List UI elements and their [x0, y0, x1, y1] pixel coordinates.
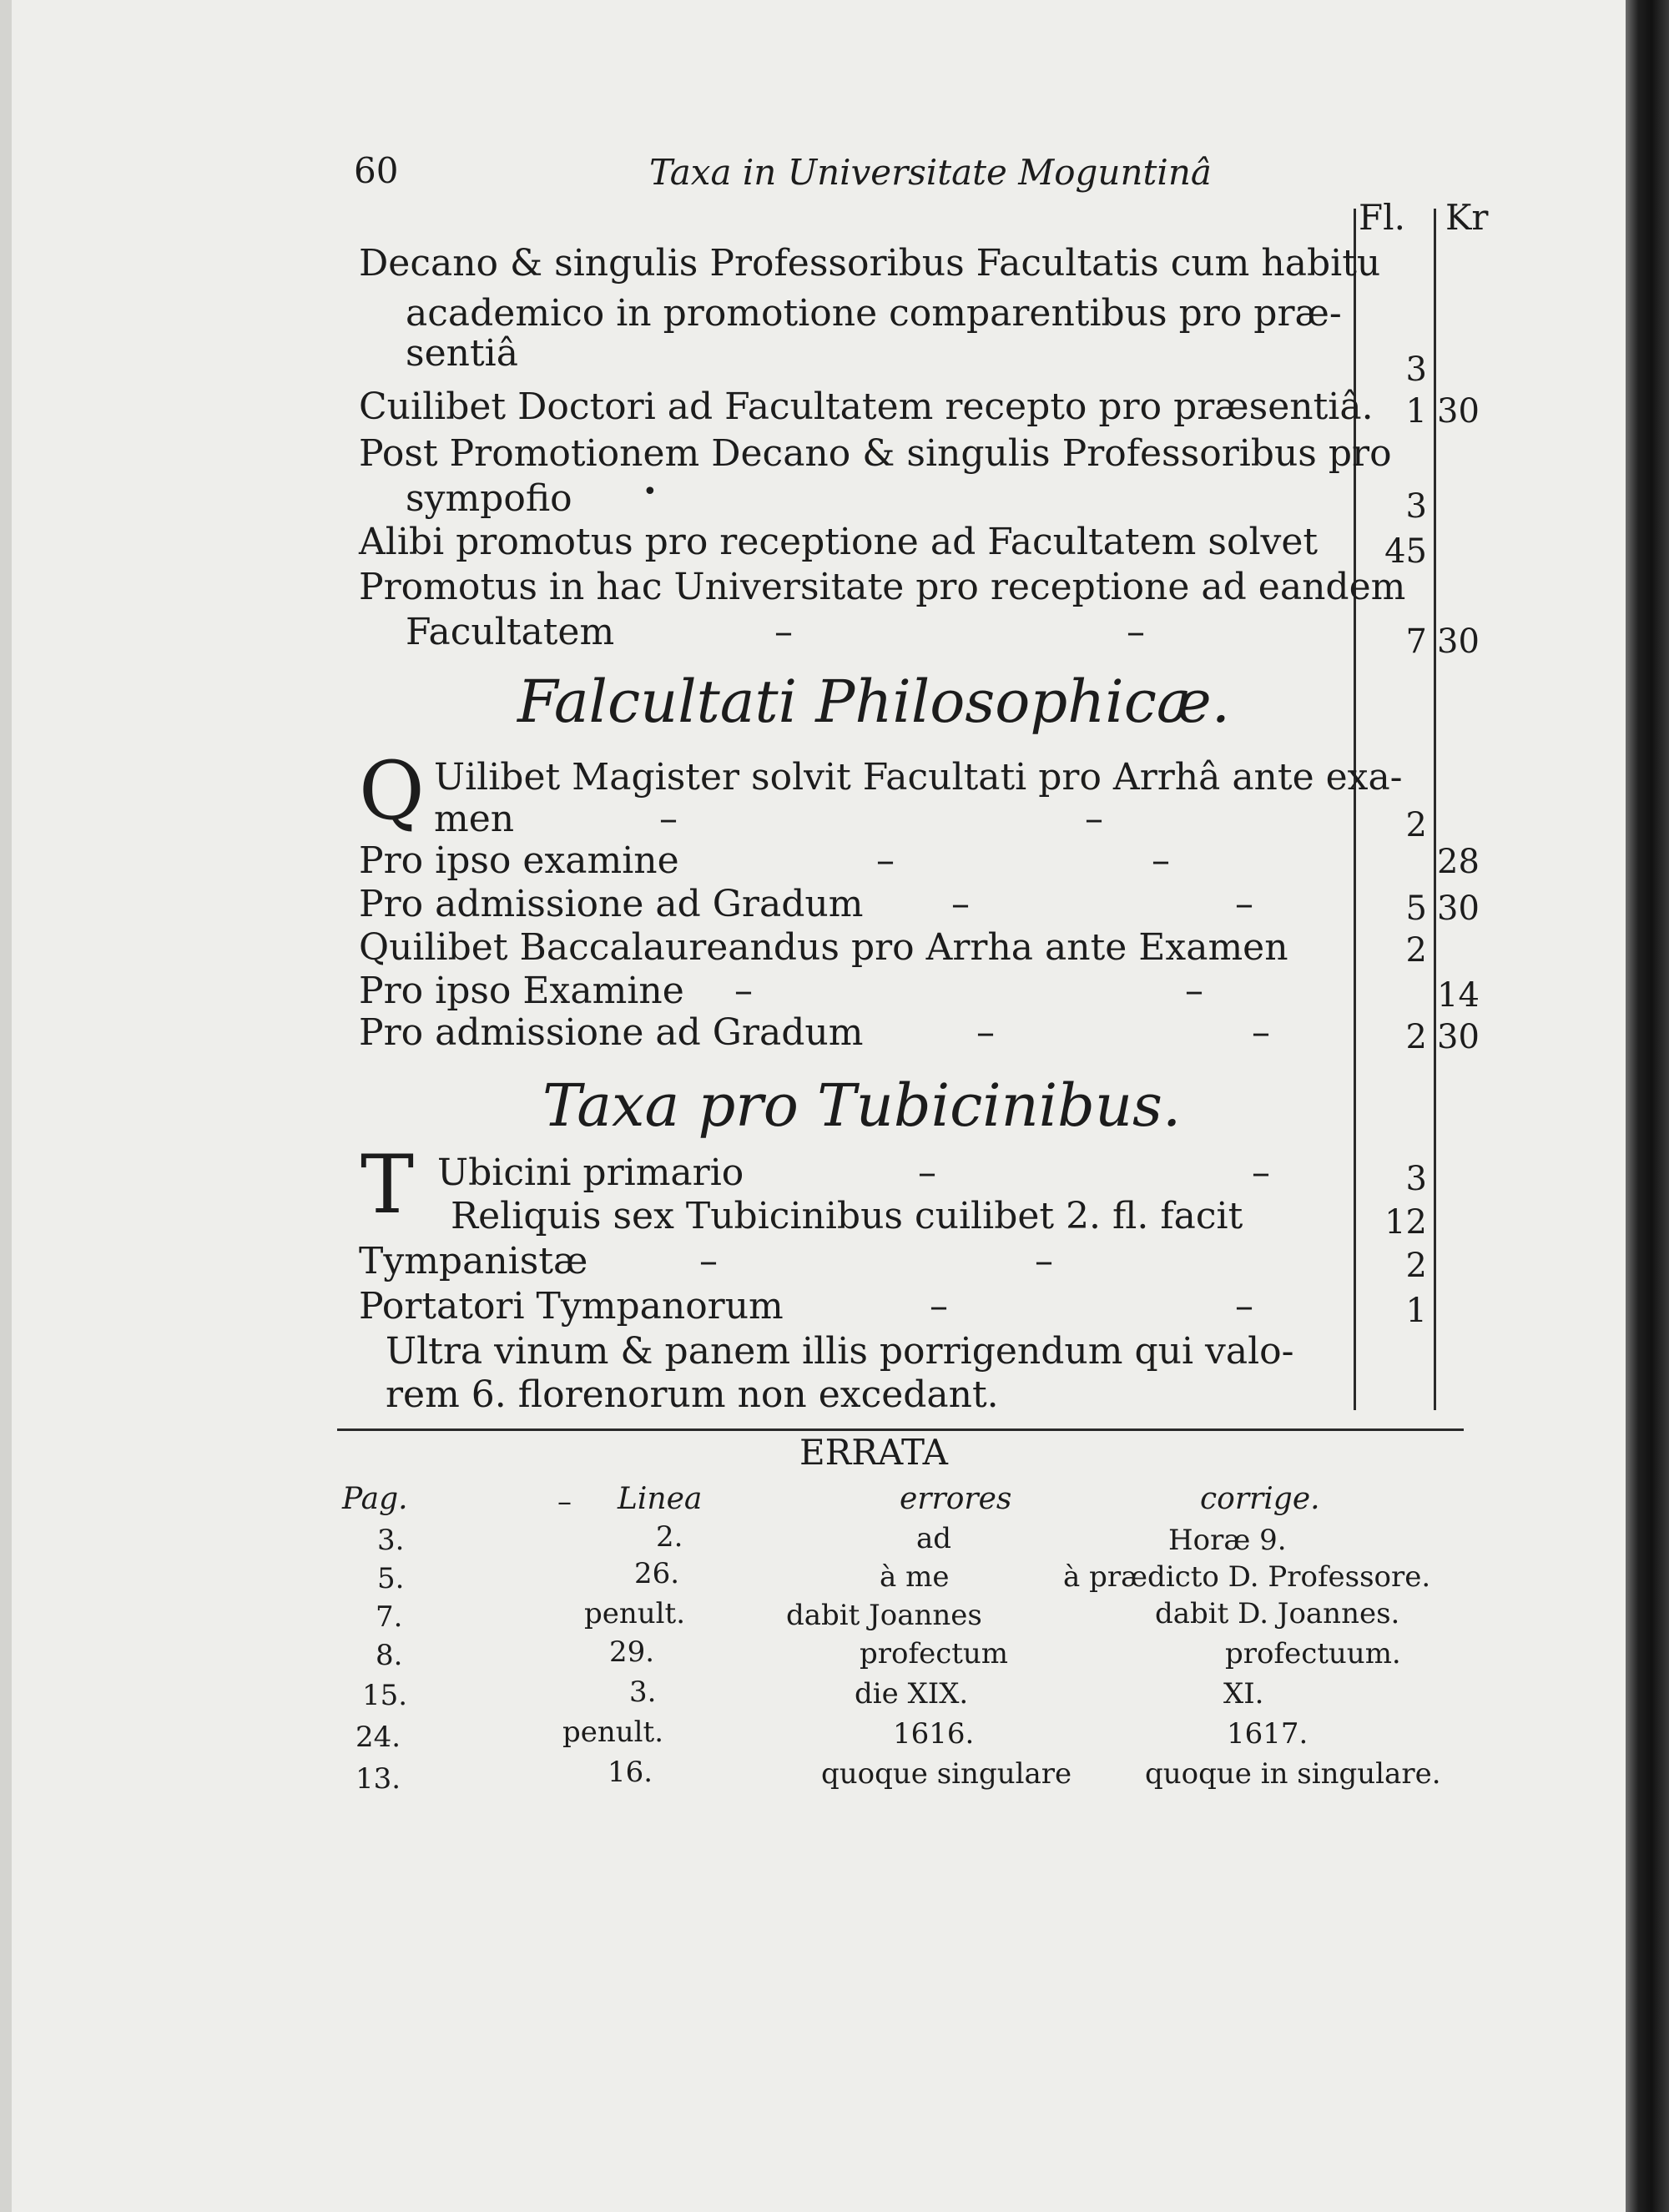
errata-page: 24.: [355, 1721, 401, 1754]
entry-line: Decano & singulis Professoribus Facultatis cum habitu: [359, 242, 1381, 285]
section-heading-philosophy: Falcultati Philosophicæ.: [517, 668, 1230, 736]
leader-dash: –: [1185, 970, 1203, 1012]
fee-kreuzer: 28: [1437, 843, 1480, 881]
drop-cap: T: [361, 1138, 415, 1232]
entry-line: Quilibet Baccalaureandus pro Arrha ante Examen: [359, 926, 1288, 969]
errata-correction: XI.: [1223, 1677, 1264, 1711]
leader-dash: –: [1127, 611, 1145, 653]
entry-line: rem 6. florenorum non excedant.: [386, 1373, 999, 1416]
errata-error: dabit Joannes: [786, 1599, 982, 1632]
page-left-edge: [0, 0, 12, 2212]
errata-correction: Horæ 9.: [1168, 1524, 1287, 1557]
entry-line: men: [434, 798, 515, 840]
entry-line: Cuilibet Doctori ad Facultatem recepto pro præsentiâ.: [359, 385, 1374, 428]
errata-header-page: Pag.: [342, 1482, 408, 1516]
fee-florins: 12: [1384, 1203, 1427, 1242]
entry-line: Pro admissione ad Gradum: [359, 1011, 864, 1054]
fee-kreuzer: 14: [1437, 976, 1480, 1015]
errata-line: 3.: [629, 1675, 657, 1709]
fee-florins: 3: [1405, 1160, 1427, 1198]
errata-correction: profectuum.: [1225, 1637, 1401, 1670]
entry-line: Pro ipso examine: [359, 839, 679, 882]
fee-kreuzer: 30: [1437, 1018, 1480, 1056]
leader-dash: –: [951, 883, 970, 925]
entry-line: Ubicini primario: [437, 1151, 744, 1194]
running-title: Taxa in Universitate Moguntinâ: [649, 152, 1212, 193]
leader-dash: –: [774, 611, 793, 653]
fee-florins: 1: [1405, 1292, 1427, 1330]
entry-line: Portatori Tympanorum: [359, 1285, 784, 1328]
errata-header-corrections: corrige.: [1200, 1482, 1320, 1516]
errata-title: ERRATA: [799, 1432, 948, 1473]
column-header-kreuzer: Kr: [1445, 197, 1489, 238]
fee-florins: 2: [1405, 806, 1427, 844]
errata-page: 3.: [377, 1524, 405, 1557]
errata-error: profectum: [860, 1637, 1009, 1670]
errata-page: 15.: [362, 1679, 408, 1712]
drop-cap: Q: [359, 744, 425, 838]
errata-correction: à prædicto D. Professore.: [1063, 1560, 1431, 1594]
fee-florins: 3: [1405, 350, 1427, 389]
book-spine: [1626, 0, 1669, 2212]
entry-line: Ultra vinum & panem illis porrigendum qui valo-: [386, 1330, 1294, 1373]
errata-correction: dabit D. Joannes.: [1155, 1597, 1400, 1630]
fee-florins: 45: [1384, 532, 1427, 571]
leader-dot: •: [643, 477, 658, 506]
entry-line: academico in promotione comparentibus pro præ-: [406, 292, 1342, 335]
fee-florins: 7: [1405, 622, 1427, 661]
page-number: 60: [354, 150, 399, 191]
fee-florins: 2: [1405, 931, 1427, 970]
entry-line: Pro ipso Examine: [359, 970, 684, 1012]
errata-line: 26.: [634, 1557, 680, 1590]
errata-header-dash: –: [557, 1485, 572, 1519]
entry-line: Reliquis sex Tubicinibus cuilibet 2. fl. facit: [451, 1195, 1243, 1237]
column-rule-right: [1434, 209, 1436, 1410]
leader-dash: –: [659, 798, 678, 840]
leader-dash: –: [930, 1285, 948, 1328]
entry-line: Promotus in hac Universitate pro receptione ad eandem: [359, 566, 1406, 608]
errata-header-line: Linea: [618, 1482, 703, 1516]
entry-line: sympofio: [406, 477, 572, 520]
errata-header-errors: errores: [900, 1482, 1012, 1516]
leader-dash: –: [918, 1151, 936, 1194]
fee-florins: 5: [1405, 889, 1427, 928]
fee-kreuzer: 30: [1437, 889, 1480, 928]
entry-line: Alibi promotus pro receptione ad Facultatem solvet: [359, 521, 1319, 563]
leader-dash: –: [1235, 1285, 1253, 1328]
leader-dash: –: [734, 970, 753, 1012]
errata-error: quoque singulare: [821, 1757, 1072, 1791]
entry-line: Facultatem: [406, 611, 615, 653]
entry-line: Tympanistæ: [359, 1240, 588, 1282]
errata-line: penult.: [562, 1716, 664, 1749]
fee-florins: 1: [1405, 392, 1427, 431]
entry-line: Post Promotionem Decano & singulis Professoribus pro: [359, 432, 1392, 475]
errata-error: die XIX.: [855, 1677, 969, 1711]
entry-line: sentiâ: [406, 332, 518, 375]
errata-error: à me: [880, 1560, 950, 1594]
errata-correction: 1617.: [1227, 1717, 1308, 1751]
leader-dash: –: [876, 839, 895, 882]
leader-dash: –: [1085, 798, 1103, 840]
column-header-florins: Fl.: [1359, 197, 1405, 238]
entry-line: Uilibet Magister solvit Facultati pro Arrhâ ante exa-: [434, 756, 1403, 799]
leader-dash: –: [1152, 839, 1170, 882]
section-heading-tubicines: Taxa pro Tubicinibus.: [542, 1071, 1182, 1140]
fee-kreuzer: 30: [1437, 622, 1480, 661]
errata-page: 8.: [376, 1639, 403, 1672]
errata-rule: [337, 1428, 1464, 1431]
errata-error: 1616.: [893, 1717, 975, 1751]
errata-page: 13.: [355, 1762, 401, 1796]
errata-page: 5.: [377, 1562, 405, 1595]
leader-dash: –: [1235, 883, 1253, 925]
leader-dash: –: [1252, 1151, 1270, 1194]
leader-dash: –: [1035, 1240, 1053, 1282]
errata-line: 2.: [656, 1520, 683, 1554]
fee-florins: 3: [1405, 487, 1427, 526]
leader-dash: –: [699, 1240, 718, 1282]
errata-correction: quoque in singulare.: [1145, 1757, 1441, 1791]
errata-line: 29.: [609, 1635, 655, 1669]
errata-line: penult.: [584, 1597, 686, 1630]
fee-florins: 2: [1405, 1018, 1427, 1056]
errata-line: 16.: [608, 1756, 653, 1789]
leader-dash: –: [1252, 1011, 1270, 1054]
errata-error: ad: [916, 1522, 952, 1555]
fee-kreuzer: 30: [1437, 392, 1480, 431]
entry-line: Pro admissione ad Gradum: [359, 883, 864, 925]
errata-page: 7.: [376, 1600, 403, 1634]
leader-dash: –: [976, 1011, 995, 1054]
fee-florins: 2: [1405, 1247, 1427, 1285]
